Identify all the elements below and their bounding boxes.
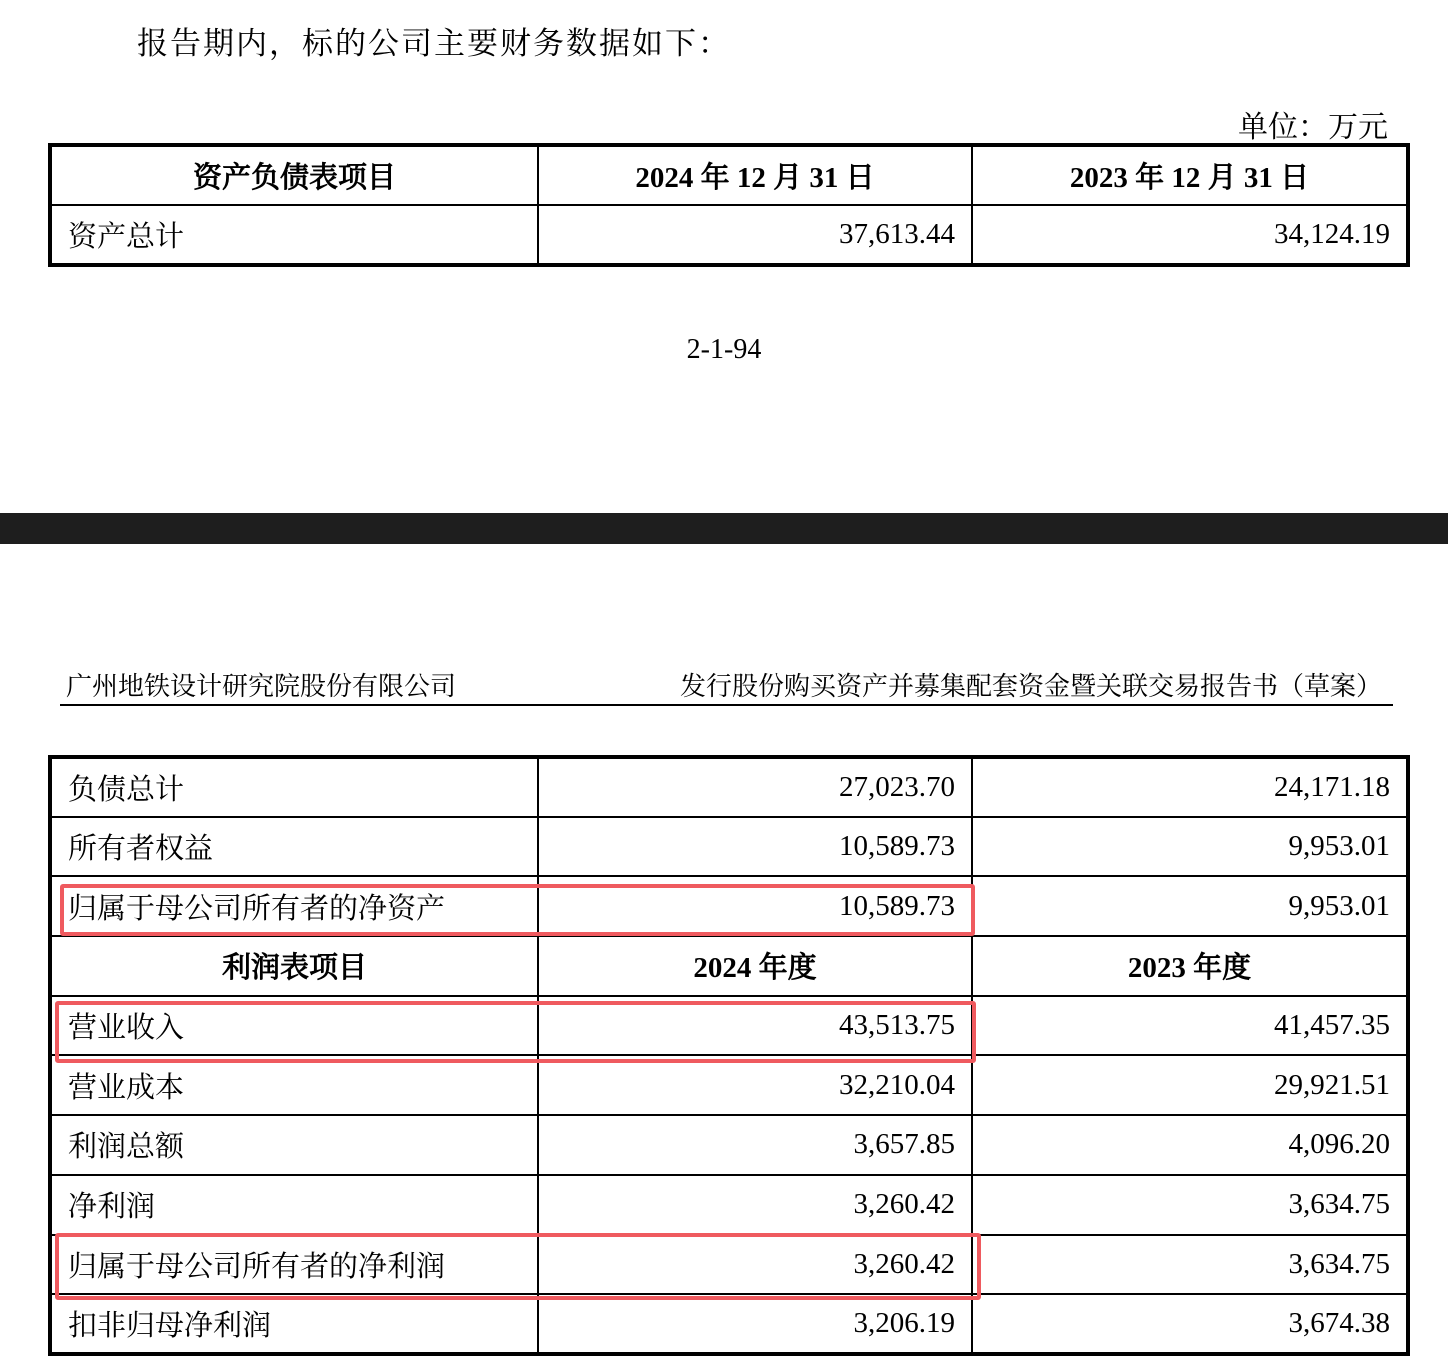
row-label: 归属于母公司所有者的净利润 — [50, 1235, 538, 1295]
table-row — [50, 1294, 1408, 1354]
value-2024: 3,657.85 — [538, 1115, 972, 1175]
intro-text: 报告期内，标的公司主要财务数据如下： — [137, 26, 731, 61]
value-2023: 24,171.18 — [972, 757, 1408, 817]
table-row — [50, 1115, 1408, 1175]
header-cell: 利润表项目 — [50, 936, 538, 996]
value-2023: 3,634.75 — [972, 1175, 1408, 1235]
value-2024: 10,589.73 — [538, 817, 972, 877]
company-name: 广州地铁设计研究院股份有限公司 — [66, 672, 457, 701]
value-2024: 3,206.19 — [538, 1294, 972, 1354]
table-header-row — [50, 145, 1408, 205]
unit-label: 单位：万元 — [1238, 111, 1388, 144]
table-row — [50, 996, 1408, 1056]
value-2023: 34,124.19 — [972, 205, 1408, 265]
header-cell: 2023 年度 — [972, 936, 1408, 996]
document-title: 发行股份购买资产并募集配套资金暨关联交易报告书（草案） — [679, 672, 1382, 701]
header-cell: 2024 年度 — [538, 936, 972, 996]
header-cell: 2024 年 12 月 31 日 — [538, 145, 972, 205]
value-2023: 3,634.75 — [972, 1235, 1408, 1295]
value-2023: 3,674.38 — [972, 1294, 1408, 1354]
header-cell: 资产负债表项目 — [50, 145, 538, 205]
table-row — [50, 817, 1408, 877]
value-2023: 4,096.20 — [972, 1115, 1408, 1175]
value-2024: 43,513.75 — [538, 996, 972, 1056]
value-2023: 29,921.51 — [972, 1055, 1408, 1115]
table-row — [50, 876, 1408, 936]
income-header-row — [50, 936, 1408, 996]
table-row — [50, 1235, 1408, 1295]
header-rule — [60, 704, 1393, 706]
row-label: 所有者权益 — [50, 817, 538, 877]
value-2024: 37,613.44 — [538, 205, 972, 265]
row-label: 负债总计 — [50, 757, 538, 817]
value-2024: 27,023.70 — [538, 757, 972, 817]
value-2024: 32,210.04 — [538, 1055, 972, 1115]
value-2024: 3,260.42 — [538, 1175, 972, 1235]
header-cell: 2023 年 12 月 31 日 — [972, 145, 1408, 205]
table-row — [50, 1175, 1408, 1235]
value-2023: 9,953.01 — [972, 817, 1408, 877]
row-label: 资产总计 — [50, 205, 538, 265]
value-2024: 3,260.42 — [538, 1235, 972, 1295]
balance-sheet-table — [48, 143, 1410, 267]
row-label: 扣非归母净利润 — [50, 1294, 538, 1354]
table-row — [50, 757, 1408, 817]
row-label: 利润总额 — [50, 1115, 538, 1175]
table-row — [50, 1055, 1408, 1115]
table-row — [50, 205, 1408, 265]
page-number: 2-1-94 — [686, 334, 762, 365]
row-label: 净利润 — [50, 1175, 538, 1235]
value-2023: 41,457.35 — [972, 996, 1408, 1056]
page-separator — [0, 513, 1448, 544]
row-label: 营业收入 — [50, 996, 538, 1056]
row-label: 归属于母公司所有者的净资产 — [50, 876, 538, 936]
row-label: 营业成本 — [50, 1055, 538, 1115]
value-2024: 10,589.73 — [538, 876, 972, 936]
financial-data-table — [48, 755, 1410, 1356]
value-2023: 9,953.01 — [972, 876, 1408, 936]
